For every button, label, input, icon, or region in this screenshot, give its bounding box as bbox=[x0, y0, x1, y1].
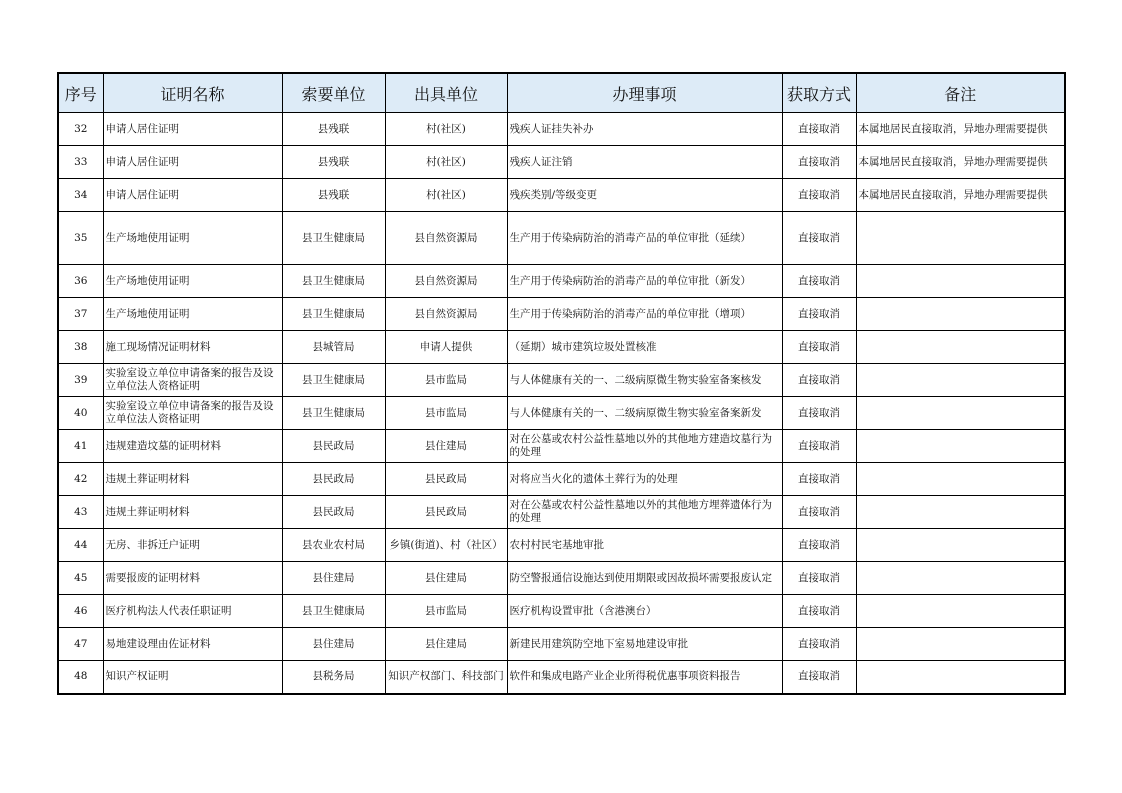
cell-requesting-unit: 县残联 bbox=[282, 113, 385, 146]
table-row bbox=[58, 595, 1065, 628]
cell-remarks bbox=[856, 298, 1065, 331]
cell-issuing-unit: 县民政局 bbox=[385, 496, 507, 529]
cell-issuing-unit: 县住建局 bbox=[385, 562, 507, 595]
cell-cert-name: 易地建设理由佐证材料 bbox=[103, 628, 282, 661]
cell-cert-name: 申请人居住证明 bbox=[103, 179, 282, 212]
cell-requesting-unit: 县民政局 bbox=[282, 496, 385, 529]
cell-matter: 生产用于传染病防治的消毒产品的单位审批（新发） bbox=[507, 265, 782, 298]
cell-cert-name: 医疗机构法人代表任职证明 bbox=[103, 595, 282, 628]
header-remarks: 备注 bbox=[856, 73, 1065, 113]
cell-issuing-unit: 乡镇(街道)、村（社区） bbox=[385, 529, 507, 562]
cell-matter: 与人体健康有关的一、二级病原微生物实验室备案新发 bbox=[507, 397, 782, 430]
cell-method: 直接取消 bbox=[782, 212, 856, 265]
table-row bbox=[58, 628, 1065, 661]
cell-issuing-unit: 县市监局 bbox=[385, 397, 507, 430]
cell-requesting-unit: 县住建局 bbox=[282, 628, 385, 661]
cell-method: 直接取消 bbox=[782, 265, 856, 298]
cell-cert-name: 生产场地使用证明 bbox=[103, 298, 282, 331]
cell-remarks bbox=[856, 212, 1065, 265]
cell-index: 45 bbox=[58, 562, 103, 595]
cell-index: 41 bbox=[58, 430, 103, 463]
cell-index: 43 bbox=[58, 496, 103, 529]
cell-matter: 新建民用建筑防空地下室易地建设审批 bbox=[507, 628, 782, 661]
cell-remarks bbox=[856, 364, 1065, 397]
cell-issuing-unit: 县自然资源局 bbox=[385, 265, 507, 298]
cell-index: 40 bbox=[58, 397, 103, 430]
cell-matter: 软件和集成电路产业企业所得税优惠事项资料报告 bbox=[507, 661, 782, 694]
cell-method: 直接取消 bbox=[782, 562, 856, 595]
table-row bbox=[58, 463, 1065, 496]
cell-requesting-unit: 县城管局 bbox=[282, 331, 385, 364]
table-row bbox=[58, 179, 1065, 212]
cell-index: 36 bbox=[58, 265, 103, 298]
cell-cert-name: 申请人居住证明 bbox=[103, 113, 282, 146]
cell-requesting-unit: 县卫生健康局 bbox=[282, 298, 385, 331]
header-cert-name: 证明名称 bbox=[103, 73, 282, 113]
cell-matter: 对将应当火化的遗体土葬行为的处理 bbox=[507, 463, 782, 496]
cell-issuing-unit: 村(社区) bbox=[385, 113, 507, 146]
cell-index: 44 bbox=[58, 529, 103, 562]
cell-requesting-unit: 县卫生健康局 bbox=[282, 397, 385, 430]
cell-cert-name: 无房、非拆迁户证明 bbox=[103, 529, 282, 562]
cell-requesting-unit: 县民政局 bbox=[282, 430, 385, 463]
cell-cert-name: 违规土葬证明材料 bbox=[103, 463, 282, 496]
cell-method: 直接取消 bbox=[782, 496, 856, 529]
cell-remarks bbox=[856, 397, 1065, 430]
cell-matter: 防空警报通信设施达到使用期限或因故损坏需要报废认定 bbox=[507, 562, 782, 595]
cell-cert-name: 实验室设立单位申请备案的报告及设立单位法人资格证明 bbox=[103, 397, 282, 430]
header-issuing-unit: 出具单位 bbox=[385, 73, 507, 113]
cell-matter: 对在公墓或农村公益性墓地以外的其他地方建造坟墓行为的处理 bbox=[507, 430, 782, 463]
cell-issuing-unit: 县市监局 bbox=[385, 595, 507, 628]
cell-remarks: 本属地居民直接取消，异地办理需要提供 bbox=[856, 146, 1065, 179]
cell-requesting-unit: 县住建局 bbox=[282, 562, 385, 595]
cell-cert-name: 违规土葬证明材料 bbox=[103, 496, 282, 529]
cell-index: 39 bbox=[58, 364, 103, 397]
cell-cert-name: 违规建造坟墓的证明材料 bbox=[103, 430, 282, 463]
cell-index: 42 bbox=[58, 463, 103, 496]
cell-issuing-unit: 县自然资源局 bbox=[385, 212, 507, 265]
cell-matter: 残疾人证挂失补办 bbox=[507, 113, 782, 146]
cell-method: 直接取消 bbox=[782, 298, 856, 331]
cell-issuing-unit: 县市监局 bbox=[385, 364, 507, 397]
cell-remarks bbox=[856, 463, 1065, 496]
header-row bbox=[58, 73, 1065, 113]
cell-remarks: 本属地居民直接取消，异地办理需要提供 bbox=[856, 113, 1065, 146]
cell-method: 直接取消 bbox=[782, 661, 856, 694]
table-row bbox=[58, 146, 1065, 179]
table-row bbox=[58, 331, 1065, 364]
table-row bbox=[58, 212, 1065, 265]
cell-requesting-unit: 县残联 bbox=[282, 179, 385, 212]
cell-method: 直接取消 bbox=[782, 113, 856, 146]
cell-matter: 与人体健康有关的一、二级病原微生物实验室备案核发 bbox=[507, 364, 782, 397]
cell-remarks bbox=[856, 331, 1065, 364]
table-row bbox=[58, 661, 1065, 694]
cell-matter: 农村村民宅基地审批 bbox=[507, 529, 782, 562]
cell-index: 35 bbox=[58, 212, 103, 265]
cell-method: 直接取消 bbox=[782, 146, 856, 179]
cell-method: 直接取消 bbox=[782, 179, 856, 212]
table-row bbox=[58, 298, 1065, 331]
cell-index: 32 bbox=[58, 113, 103, 146]
cell-method: 直接取消 bbox=[782, 331, 856, 364]
cell-issuing-unit: 县住建局 bbox=[385, 430, 507, 463]
cell-requesting-unit: 县民政局 bbox=[282, 463, 385, 496]
cell-index: 38 bbox=[58, 331, 103, 364]
cell-requesting-unit: 县卫生健康局 bbox=[282, 212, 385, 265]
cell-remarks: 本属地居民直接取消，异地办理需要提供 bbox=[856, 179, 1065, 212]
cell-index: 47 bbox=[58, 628, 103, 661]
cell-requesting-unit: 县税务局 bbox=[282, 661, 385, 694]
cell-method: 直接取消 bbox=[782, 529, 856, 562]
cell-index: 33 bbox=[58, 146, 103, 179]
cell-issuing-unit: 县自然资源局 bbox=[385, 298, 507, 331]
table-row bbox=[58, 265, 1065, 298]
cell-cert-name: 申请人居住证明 bbox=[103, 146, 282, 179]
cell-requesting-unit: 县农业农村局 bbox=[282, 529, 385, 562]
cell-method: 直接取消 bbox=[782, 430, 856, 463]
cell-issuing-unit: 村(社区) bbox=[385, 146, 507, 179]
table-row bbox=[58, 562, 1065, 595]
cell-issuing-unit: 申请人提供 bbox=[385, 331, 507, 364]
header-method: 获取方式 bbox=[782, 73, 856, 113]
cell-issuing-unit: 县民政局 bbox=[385, 463, 507, 496]
table-row bbox=[58, 430, 1065, 463]
cell-cert-name: 施工现场情况证明材料 bbox=[103, 331, 282, 364]
cell-cert-name: 实验室设立单位申请备案的报告及设立单位法人资格证明 bbox=[103, 364, 282, 397]
table-row bbox=[58, 397, 1065, 430]
cell-remarks bbox=[856, 628, 1065, 661]
cell-requesting-unit: 县残联 bbox=[282, 146, 385, 179]
table-row bbox=[58, 113, 1065, 146]
cell-matter: 残疾类别/等级变更 bbox=[507, 179, 782, 212]
cell-cert-name: 知识产权证明 bbox=[103, 661, 282, 694]
table-row bbox=[58, 496, 1065, 529]
cell-matter: 生产用于传染病防治的消毒产品的单位审批（延续） bbox=[507, 212, 782, 265]
table-row bbox=[58, 529, 1065, 562]
certificate-table bbox=[57, 72, 1066, 695]
cell-index: 48 bbox=[58, 661, 103, 694]
header-requesting-unit: 索要单位 bbox=[282, 73, 385, 113]
cell-remarks bbox=[856, 430, 1065, 463]
cell-method: 直接取消 bbox=[782, 628, 856, 661]
header-matter: 办理事项 bbox=[507, 73, 782, 113]
cell-remarks bbox=[856, 595, 1065, 628]
cell-index: 34 bbox=[58, 179, 103, 212]
cell-matter: 生产用于传染病防治的消毒产品的单位审批（增项） bbox=[507, 298, 782, 331]
cell-remarks bbox=[856, 496, 1065, 529]
cell-remarks bbox=[856, 661, 1065, 694]
cell-method: 直接取消 bbox=[782, 397, 856, 430]
cell-method: 直接取消 bbox=[782, 463, 856, 496]
cell-issuing-unit: 知识产权部门、科技部门 bbox=[385, 661, 507, 694]
cell-issuing-unit: 村(社区) bbox=[385, 179, 507, 212]
cell-requesting-unit: 县卫生健康局 bbox=[282, 364, 385, 397]
cell-issuing-unit: 县住建局 bbox=[385, 628, 507, 661]
cell-cert-name: 生产场地使用证明 bbox=[103, 265, 282, 298]
cell-requesting-unit: 县卫生健康局 bbox=[282, 595, 385, 628]
cell-cert-name: 需要报废的证明材料 bbox=[103, 562, 282, 595]
cell-requesting-unit: 县卫生健康局 bbox=[282, 265, 385, 298]
cell-method: 直接取消 bbox=[782, 364, 856, 397]
cell-index: 46 bbox=[58, 595, 103, 628]
cell-method: 直接取消 bbox=[782, 595, 856, 628]
cell-cert-name: 生产场地使用证明 bbox=[103, 212, 282, 265]
table-row bbox=[58, 364, 1065, 397]
cell-remarks bbox=[856, 529, 1065, 562]
cell-remarks bbox=[856, 265, 1065, 298]
cell-remarks bbox=[856, 562, 1065, 595]
header-index: 序号 bbox=[58, 73, 103, 113]
cell-matter: 医疗机构设置审批（含港澳台） bbox=[507, 595, 782, 628]
cell-matter: （延期）城市建筑垃圾处置核准 bbox=[507, 331, 782, 364]
cell-matter: 对在公墓或农村公益性墓地以外的其他地方埋葬遗体行为的处理 bbox=[507, 496, 782, 529]
cell-index: 37 bbox=[58, 298, 103, 331]
cell-matter: 残疾人证注销 bbox=[507, 146, 782, 179]
